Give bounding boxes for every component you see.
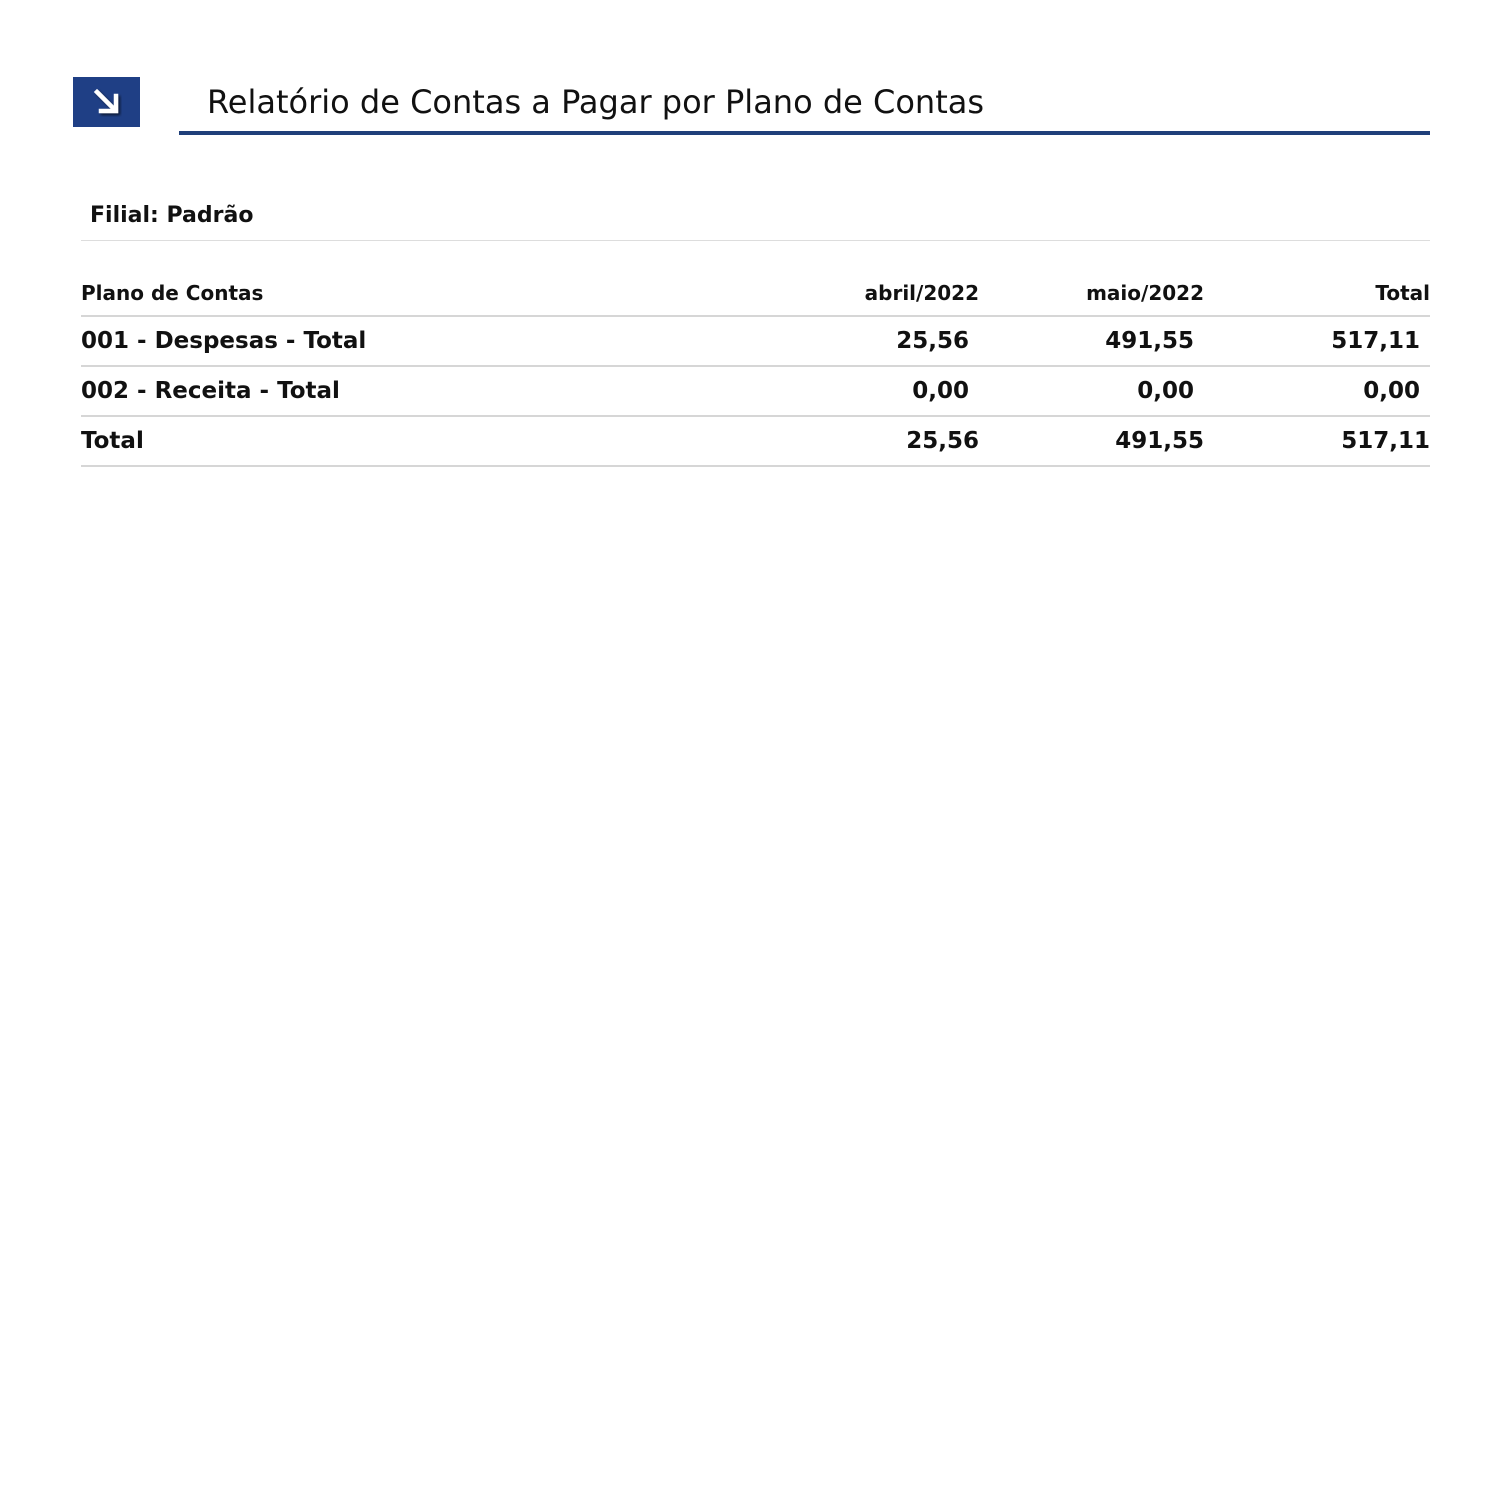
row-account-name: 001 - Despesas - Total <box>81 316 756 366</box>
total-row-label: Total <box>81 416 756 466</box>
accounts-table <box>81 270 1430 467</box>
row-account-name: 002 - Receita - Total <box>81 366 756 416</box>
filial-label: Filial: Padrão <box>90 203 254 228</box>
arrow-down-right-icon <box>90 85 124 119</box>
row-abril-value: 25,56 <box>756 316 979 366</box>
total-maio-value: 491,55 <box>979 416 1204 466</box>
row-abril-value: 0,00 <box>756 366 979 416</box>
row-total-value: 517,11 <box>1204 316 1430 366</box>
header-plano-de-contas: Plano de Contas <box>81 270 756 316</box>
total-grand-value: 517,11 <box>1204 416 1430 466</box>
table-header-row <box>81 270 1430 316</box>
table-row <box>81 366 1430 416</box>
header-abril-2022: abril/2022 <box>756 270 979 316</box>
table-row <box>81 316 1430 366</box>
total-abril-value: 25,56 <box>756 416 979 466</box>
report-title: Relatório de Contas a Pagar por Plano de Contas <box>207 83 985 121</box>
row-total-value: 0,00 <box>1204 366 1430 416</box>
header-maio-2022: maio/2022 <box>979 270 1204 316</box>
table-total-row <box>81 416 1430 466</box>
filial-divider <box>81 240 1430 241</box>
row-maio-value: 0,00 <box>979 366 1204 416</box>
row-maio-value: 491,55 <box>979 316 1204 366</box>
title-divider <box>179 131 1430 135</box>
header-total: Total <box>1204 270 1430 316</box>
report-logo <box>73 77 140 127</box>
